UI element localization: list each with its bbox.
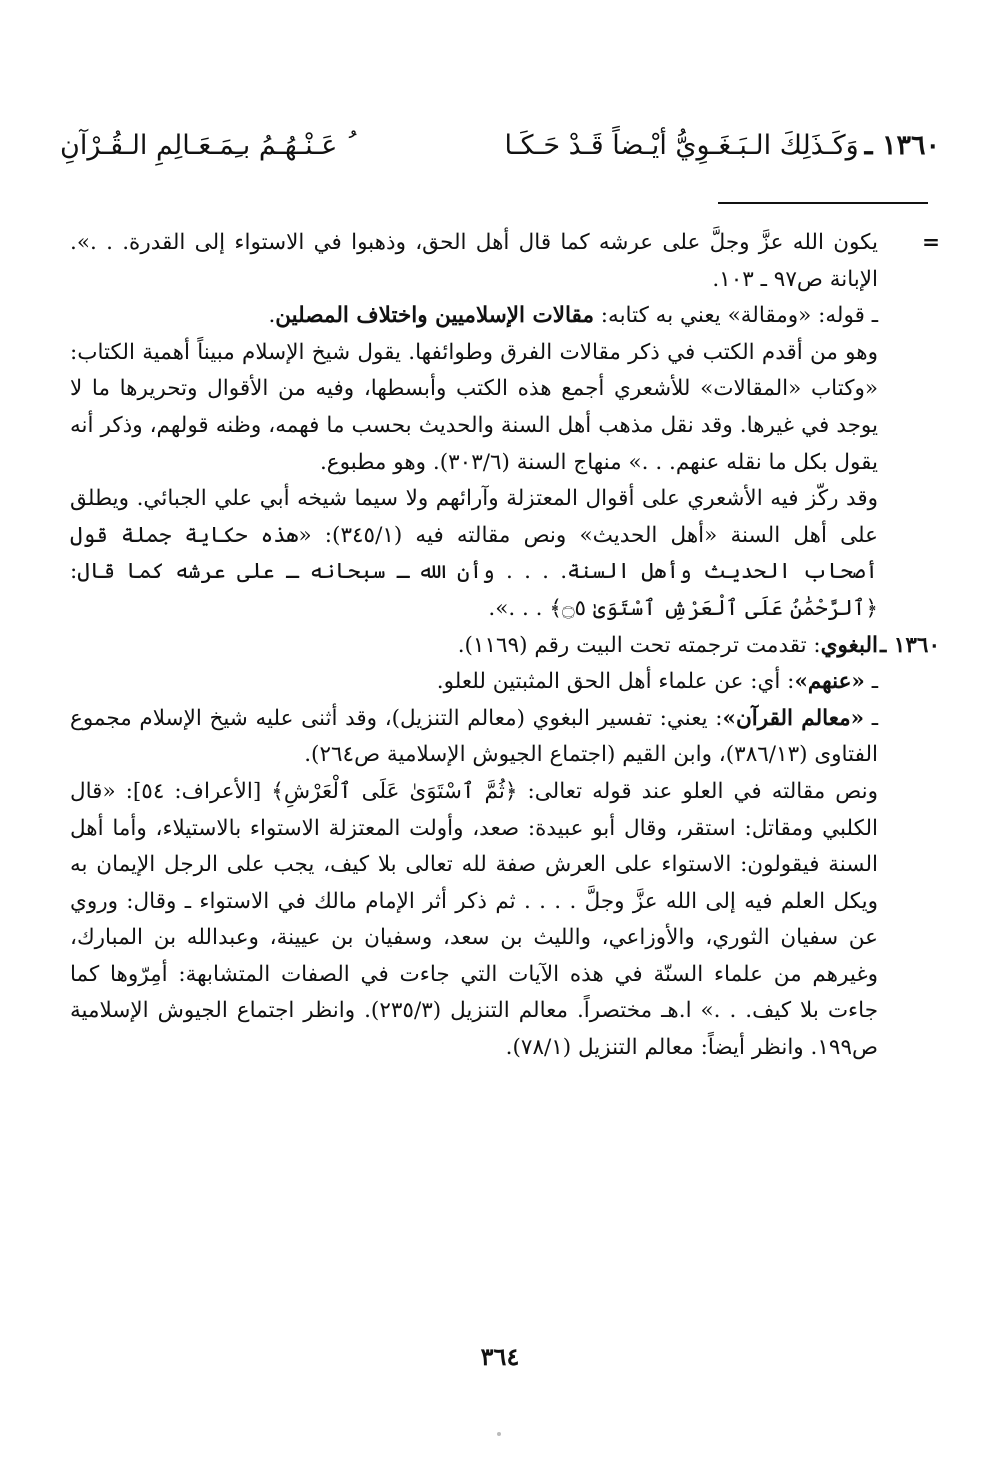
note-text: ـ bbox=[864, 669, 878, 695]
bold-term: «عنهم» bbox=[794, 669, 865, 695]
note-marker: = bbox=[921, 230, 940, 255]
note-marker: ١٣٦٠ ـ bbox=[880, 632, 940, 658]
scan-speck bbox=[497, 1432, 501, 1436]
note-text: : أي: عن علماء أهل الحق المثبتين للعلو. bbox=[436, 669, 795, 695]
footnote-separator bbox=[718, 202, 928, 204]
note-paragraph bbox=[70, 701, 940, 774]
bold-term: مقالات الإسلاميين واختلاف المصلين bbox=[275, 303, 594, 329]
note-paragraph bbox=[70, 628, 940, 665]
verse-first-hemistich: وَكَـذَلِكَ الـبَـغَـوِيُّ أيْـضاً قَـدْ حَـكَـا bbox=[504, 130, 859, 161]
bold-term: «معالم القرآن» bbox=[722, 705, 865, 731]
note-text: وقد ركّز فيه الأشعري على أقوال المعتزلة وآرائهم ولا سيما شيخه أبي علي الجبائي. ويطلق على أهل السنة «أهل الحديث» ونص مقالته فيه (٣٤٥/١): «هذه حكاية جملة قول أصحاب الحديث وأهل السنة. . . . وأن الله ـ سبحانه ـ على عرشه كما قال: ﴿ٱلرَّحْمَٰنُ عَلَى ٱلْعَرْشِ ٱسْتَوَىٰ ۝٥﴾ . . .». bbox=[70, 486, 878, 621]
note-text: : تقدمت ترجمته تحت البيت رقم (١١٦٩). bbox=[457, 632, 821, 658]
note-text: وهو من أقدم الكتب في ذكر مقالات الفرق وطوائفها. يقول شيخ الإسلام مبيناً أهمية الكتاب: «وكتاب «المقالات» للأشعري أجمع هذه الكتب وأبسطها، وفيه من الأقوال وتحريرها ما لا يوجد في غيرها. وقد نقل مذهب أهل السنة والحديث بحسب ما فهمه، وظنه قولهم، وذكر أنه يقول بكل ما نقله عنهم. . .» منهاج السنة (٣٠٣/٦). وهو مطبوع. bbox=[70, 339, 878, 475]
note-text: : يعني: تفسير البغوي (معالم التنزيل)، وقد أثنى عليه شيخ الإسلام مجموع الفتاوى (٣٨٦/١٣)، وابن القيم (اجتماع الجيوش الإسلامية ص٢٦٤). bbox=[70, 705, 878, 768]
note-text: ونص مقالته في العلو عند قوله تعالى: ﴿ثُمَّ ٱسْتَوَىٰ عَلَى ٱلْعَرْشِ﴾ [الأعراف: ٥٤]: «قال الكلبي ومقاتل: استقر، وقال أبو عبيدة: صعد، وأولت المعتزلة الاستواء بالاستيلاء، وأما أهل السنة فيقولون: الاستواء على العرش صفة لله تعالى بلا كيف، يجب على الرجل الإيمان به ويكل العلم فيه إلى الله عزَّ وجلَّ . . . . ثم ذكر أثر الإمام مالك في الاستواء ـ وقال: وروي عن سفيان الثوري، والأوزاعي، والليث بن سعد، وسفيان بن عيينة، وعبدالله بن المبارك، وغيرهم من علماء السنّة في هذه الآيات التي جاءت في الصفات المتشابهة: أمِرّوها كما جاءت بلا كيف. . .» ا.هـ مختصراً. معالم التنزيل (٢٣٥/٣). وانظر اجتماع الجيوش الإسلامية ص١٩٩. وانظر أيضاً: معالم التنزيل (٧٨/١). bbox=[70, 778, 879, 1061]
page-number: ٣٦٤ bbox=[480, 1342, 520, 1371]
note-paragraph bbox=[70, 481, 940, 627]
verse-second-hemistich: ُ عَـنْـهُـمُ بـِمَـعَـالِمِ الـقُـرْآنِ bbox=[60, 130, 346, 161]
note-text: ـ bbox=[864, 705, 878, 731]
verse-text bbox=[60, 126, 859, 166]
note-paragraph bbox=[70, 298, 940, 335]
note-text: ـ قوله: «ومقالة» يعني به كتابه: bbox=[593, 303, 878, 329]
note-paragraph bbox=[70, 664, 940, 701]
note-paragraph bbox=[70, 774, 940, 1067]
note-text: . bbox=[268, 303, 276, 329]
note-paragraph bbox=[70, 335, 940, 481]
note-text: يكون الله عزَّ وجلَّ على عرشه كما قال أهل الحق، وذهبوا في الاستواء إلى القدرة. . .». الإبانة ص٩٧ ـ ١٠٣. bbox=[70, 230, 878, 292]
verse-line bbox=[60, 118, 940, 174]
note-paragraph bbox=[70, 225, 940, 298]
commentary-notes bbox=[70, 225, 940, 1067]
verse-number: ١٣٦٠ ـ bbox=[864, 130, 940, 161]
bold-term: البغوي bbox=[820, 632, 878, 658]
